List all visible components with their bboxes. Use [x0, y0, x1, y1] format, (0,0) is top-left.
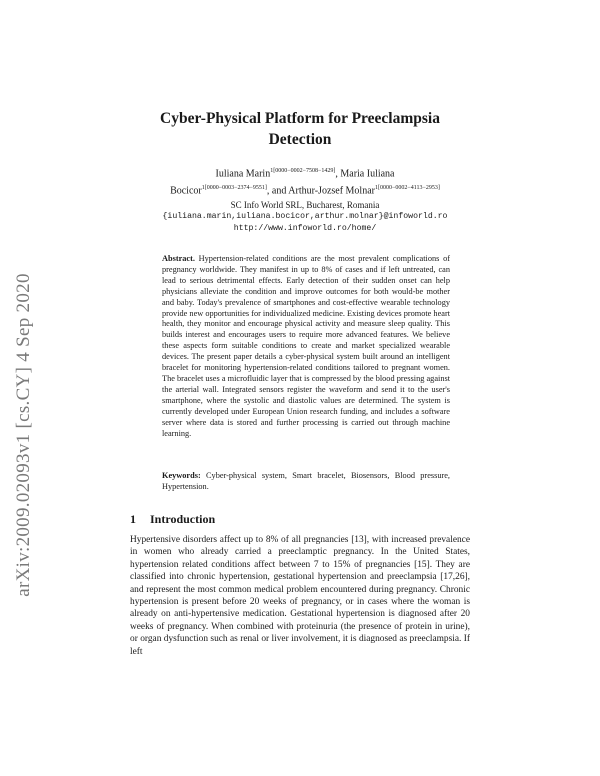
section-title: Introduction — [150, 512, 216, 526]
arxiv-id-text: arXiv:2009.02093v1 [cs.CY] 4 Sep 2020 — [13, 273, 35, 597]
author-list — [120, 164, 490, 199]
section-heading-introduction — [130, 512, 215, 527]
author-2-orcid: 1[0000−0003−2374−9551] — [201, 185, 267, 192]
keywords-text: Cyber-physical system, Smart bracelet, Biosensors, Blood pressure, Hypertension. — [162, 471, 451, 491]
author-line-1 — [120, 164, 490, 181]
author-1-orcid: 1[0000−0002−7508−1429] — [270, 168, 336, 174]
paper-title — [110, 108, 490, 150]
abstract-text: Hypertension-related conditions are the most prevalent complications of pregnancy worldwide. They manifest in up to 8% of cases and if left untreated, can lead to serious detrimental effects. Early detection of their sudden onset can help physicians alleviate the condition and improve outcomes for both would-be mother and baby. Today's prevalence of smartphones and cost-effective wearable technology provide new opportunities for individualized medicine. Existing devices promote heart health, they monitor and encourage physical activity and measure sleep quality. This builds interest and encourages users to require more advanced features. We believe these aspects form suitable conditions to create and market specialized wearable devices. The present paper details a cyber-physical system built around an intelligent bracelet for monitoring hypertension-related conditions tailored to pregnant women. The bracelet uses a microfluidic layer that is compressed by the blood pressing against the arterial wall. Integrated sensors register the waveform and send it to the user's smartphone, where the systolic and diastolic values are determined. The system is currently developed under European Union research funding, and includes a software server where data is stored and further processing is carried out through machine learning. — [162, 254, 451, 438]
affiliation-emails: {iuliana.marin,iuliana.bocicor,arthur.molnar}@infoworld.ro — [162, 212, 448, 221]
author-1-name: Iuliana Marin — [215, 168, 271, 180]
author-separator-2: , and Arthur-Jozsef Molnar — [266, 185, 375, 197]
abstract — [162, 254, 450, 439]
affiliation-org: SC Info World SRL, Bucharest, Romania — [230, 200, 380, 210]
introduction-paragraph: Hypertensive disorders affect up to 8% of all pregnancies [13], with increased prevalence in women who already carried a preeclamptic pregnancy. In the United States, hypertension related conditions affect between 7 to 15% of pregnancies [15]. They are classified into chronic hypertension, gestational hypertension and preeclampsia [17,26], and represent the most common medical problem encountered during pregnancy. Chronic hypertension is present before 20 weeks of pregnancy, or in cases where the woman is already on anti-hypertensive medication. Gestational hypertension is diagnosed after 20 weeks of pregnancy. When combined with proteinuria (the presence of protein in urine), or organ dysfunction such as renal or liver involvement, it is diagnosed as preeclampsia. If left — [130, 535, 470, 657]
keywords-label: Keywords: — [162, 471, 201, 480]
author-separator-1: , Maria Iuliana — [335, 168, 395, 180]
affiliation-block — [120, 199, 490, 235]
author-2-name: Bocicor — [170, 185, 202, 197]
author-3-orcid: 1[0000−0002−4113−2953] — [374, 185, 440, 192]
arxiv-side-identifier — [4, 200, 44, 670]
title-line-2: Detection — [268, 131, 332, 148]
title-line-1: Cyber-Physical Platform for Preeclampsia — [160, 110, 440, 127]
author-line-2 — [120, 181, 490, 198]
abstract-label: Abstract. — [162, 254, 195, 263]
affiliation-url[interactable]: http://www.infoworld.ro/home/ — [233, 224, 377, 233]
section-number: 1 — [130, 512, 136, 526]
keywords — [162, 471, 450, 493]
